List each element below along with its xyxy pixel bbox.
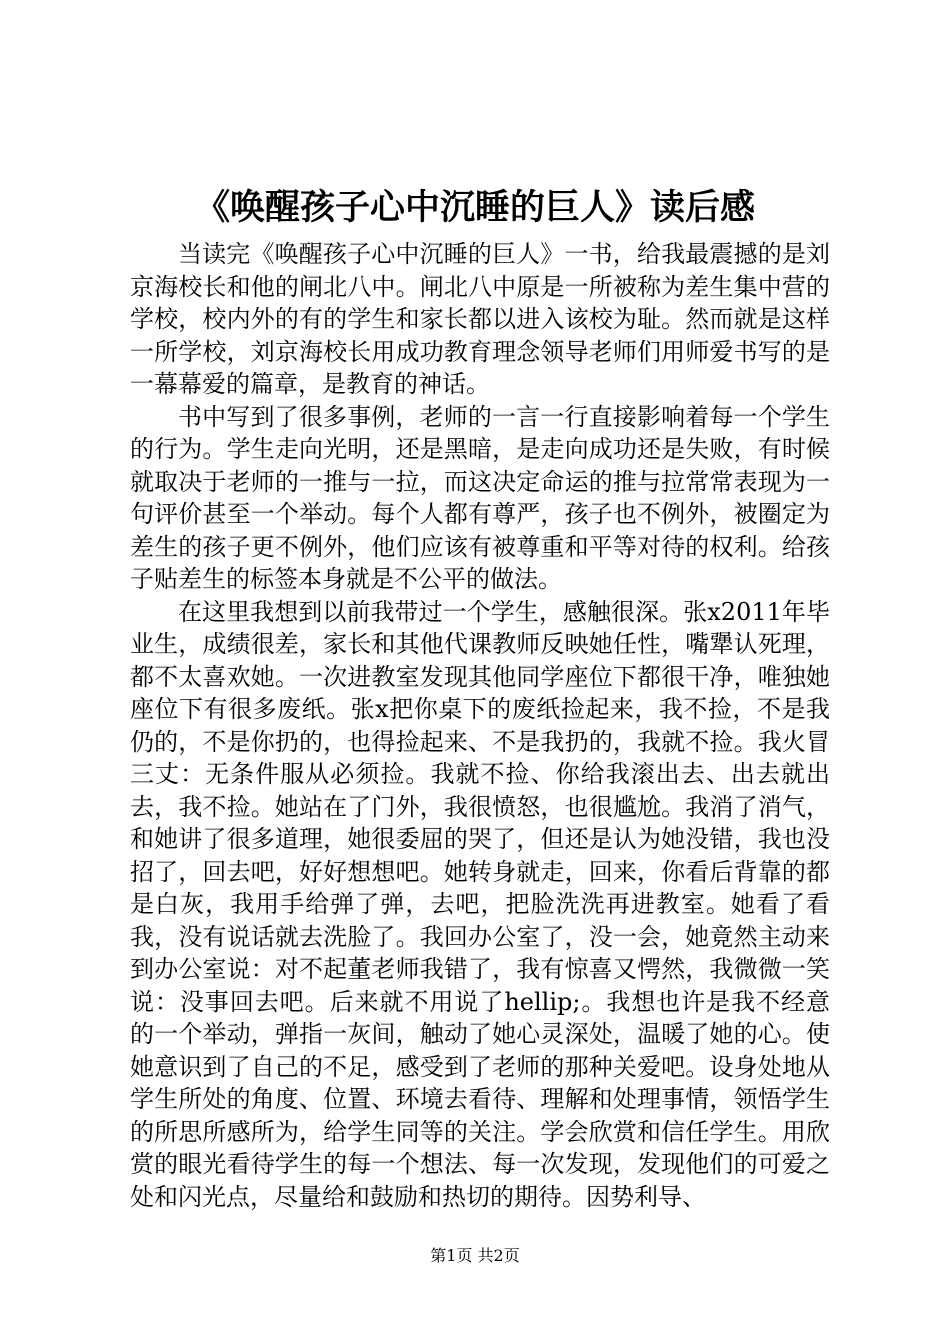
page-title: 《唤醒孩子心中沉睡的巨人》读后感 — [194, 187, 755, 228]
paragraph-3: 在这里我想到以前我带过一个学生，感触很深。张x2011年毕业生，成绩很差，家长和其他代课教师反映她任性，嘴犟认死理，都不太喜欢她。一次进教室发现其他同学座位下都很干净，唯独她座位下有很多废纸。张x把你桌下的废纸捡起来，我不捡，不是我仍的，不是你扔的，也得捡起来、不是我扔的，我就不捡。我火冒三丈：无条件服从必须捡。我就不捡、你给我滚出去、出去就出去，我不捡。她站在了门外，我很愤怒，也很尴尬。我消了消气，和她讲了很多道理，她很委屈的哭了，但还是认为她没错，我也没招了，回去吧，好好想想吧。她转身就走，回来，你看后背靠的都是白灰，我用手给弹了弹，去吧，把脸洗洗再进教室。她看了看我，没有说话就去洗脸了。我回办公室了，没一会，她竟然主动来到办公室说：对不起董老师我错了，我有惊喜又愕然，我微微一笑说：没事回去吧。后来就不用说了hellip;。我想也许是我不经意的一个举动，弹指一灰间，触动了她心灵深处，温暖了她的心。使她意识到了自己的不足，感受到了老师的那种关爱吧。设身处地从学生所处的角度、位置、环境去看待、理解和处理事情，领悟学生的所思所感所为，给学生同等的关注。学会欣赏和信任学生。用欣赏的眼光看待学生的每一个想法、每一次发现，发现他们的可爱之处和闪光点，尽量给和鼓励和热切的期待。因势利导、 — [130, 597, 830, 1211]
paragraph-2: 书中写到了很多事例，老师的一言一行直接影响着每一个学生的行为。学生走向光明，还是黑暗，是走向成功还是失败，有时候就取决于老师的一推与一拉，而这决定命运的推与拉常常表现为一句评价甚至一个举动。每个人都有尊严，孩子也不例外，被圈定为差生的孩子更不例外，他们应该有被尊重和平等对待的权利。给孩子贴差生的标签本身就是不公平的做法。 — [130, 402, 830, 593]
paragraph-1: 当读完《唤醒孩子心中沉睡的巨人》一书，给我最震撼的是刘京海校长和他的闸北八中。闸北八中原是一所被称为差生集中营的学校，校内外的有的学生和家长都以进入该校为耻。然而就是这样一所学校，刘京海校长用成功教育理念领导老师们用师爱书写的是一幕幕爱的篇章，是教育的神话。 — [130, 240, 830, 398]
page-number-footer: 第1页 共2页 — [430, 1246, 520, 1265]
document-body — [130, 238, 830, 1213]
